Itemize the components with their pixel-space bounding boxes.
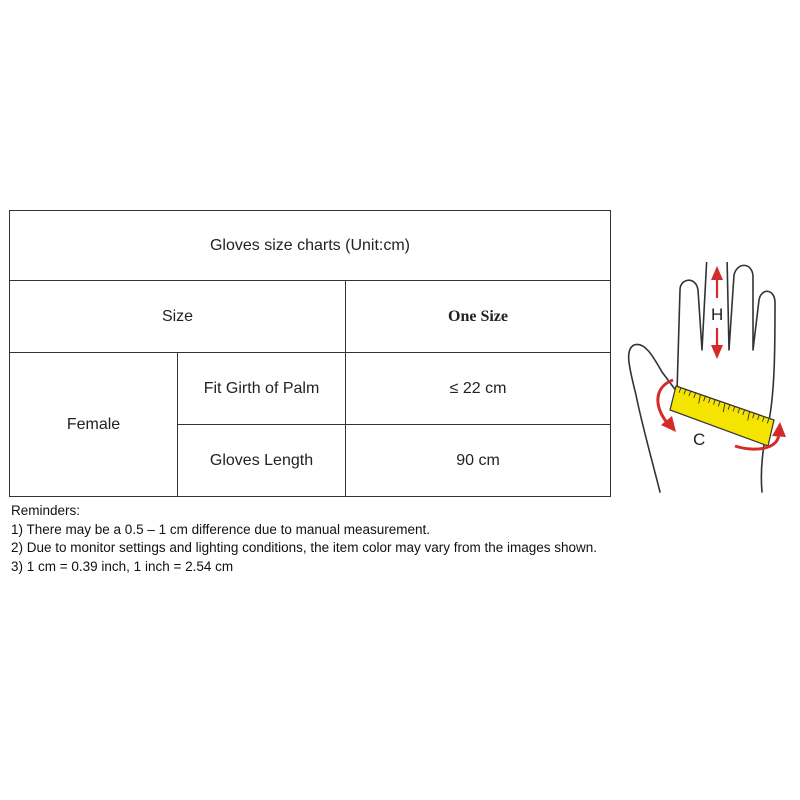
hand-measurement-diagram <box>622 262 797 497</box>
row-value-palm-girth: ≤ 22 cm <box>346 353 611 425</box>
size-chart-table <box>9 210 611 497</box>
row-label-gloves-length: Gloves Length <box>178 425 346 497</box>
reminders-block <box>11 502 601 576</box>
reminder-item-2: 2) Due to monitor settings and lighting conditions, the item color may vary from the images shown. <box>11 540 598 555</box>
table-title: Gloves size charts (Unit:cm) <box>10 211 611 281</box>
reminder-item-1: 1) There may be a 0.5 – 1 cm difference due to manual measurement. <box>11 521 430 537</box>
size-header-value: One Size <box>346 281 611 353</box>
size-header-label: Size <box>10 281 346 353</box>
reminders-heading: Reminders: <box>11 503 81 518</box>
circumference-label: C <box>693 430 706 449</box>
measuring-tape <box>670 386 774 446</box>
height-label: H <box>711 305 724 324</box>
row-value-gloves-length: 90 cm <box>346 425 611 497</box>
group-label-female: Female <box>10 353 178 497</box>
height-arrowhead-bottom <box>711 345 723 359</box>
height-arrowhead-top <box>711 266 723 280</box>
reminder-item-3: 3) 1 cm = 0.39 inch, 1 inch = 2.54 cm <box>11 558 234 574</box>
hand-outline <box>629 262 775 492</box>
row-label-palm-girth: Fit Girth of Palm <box>178 353 346 425</box>
circumference-arrowhead-right <box>772 422 786 437</box>
